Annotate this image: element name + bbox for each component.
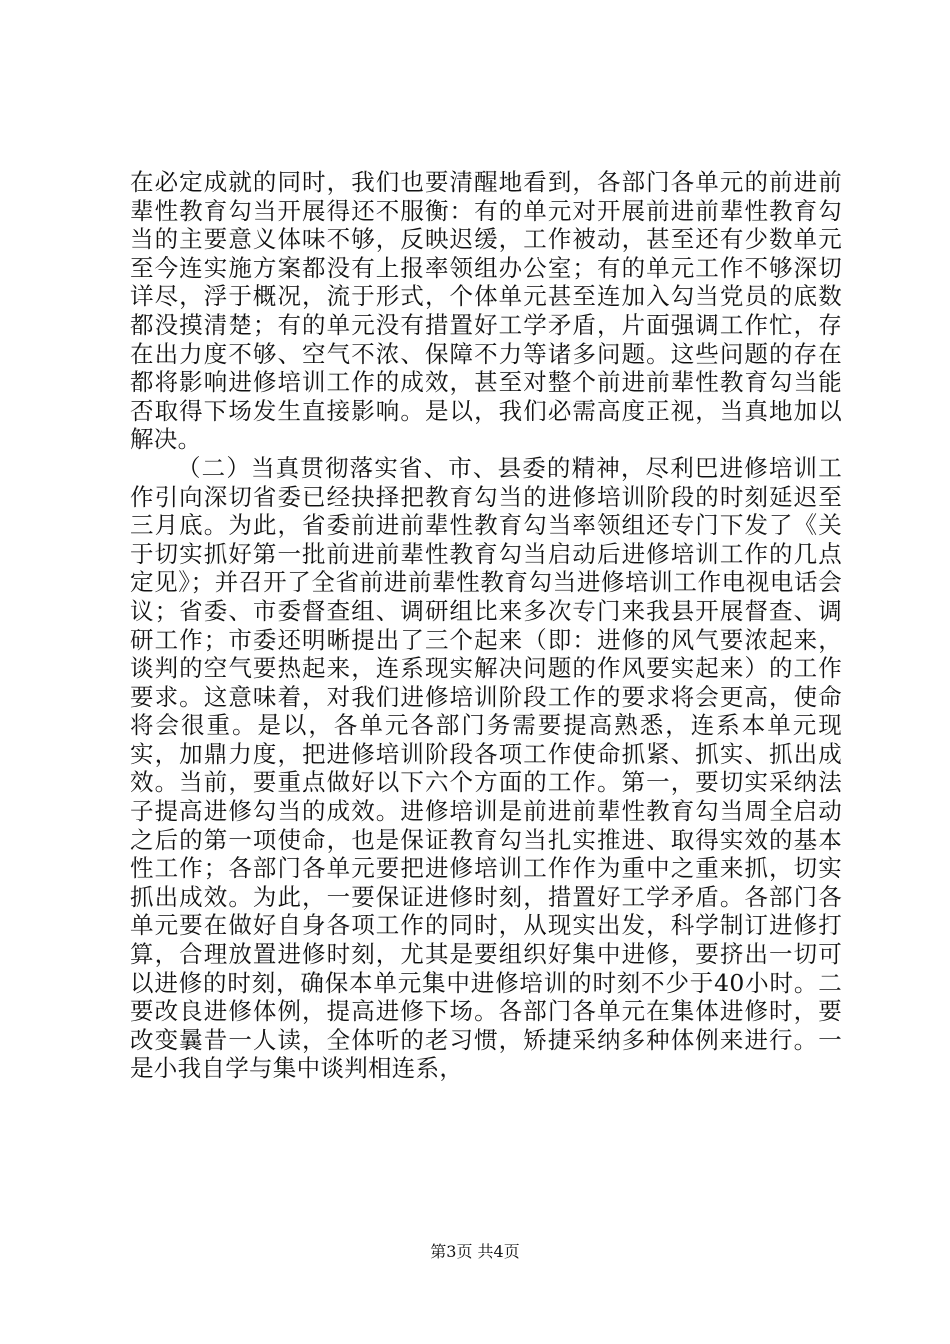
page-footer: 第3页 共4页 <box>430 1242 520 1261</box>
body-text <box>130 168 842 1083</box>
paragraph-2: （二）当真贯彻落实省、市、县委的精神，尽利巴进修培训工作引向深切省委已经抉择把教育勾当的进修培训阶段的时刻延迟至三月底。为此，省委前进前辈性教育勾当率领组还专门下发了《关于切实抓好第一批前进前辈性教育勾当启动后进修培训工作的几点定见》；并召开了全省前进前辈性教育勾当进修培训工作电视电话会议；省委、市委督查组、调研组比来多次专门来我县开展督查、调研工作；市委还明晰提出了三个起来（即：进修的风气要浓起来，谈判的空气要热起来，连系现实解决问题的作风要实起来）的工作要求。这意味着，对我们进修培训阶段工作的要求将会更高，使命将会很重。是以，各单元各部门务需要提高熟悉，连系本单元现实，加鼎力度，把进修培训阶段各项工作使命抓紧、抓实、抓出成效。当前，要重点做好以下六个方面的工作。第一，要切实采纳法子提高进修勾当的成效。进修培训是前进前辈性教育勾当周全启动之后的第一项使命，也是保证教育勾当扎实推进、取得实效的基本性工作；各部门各单元要把进修培训工作作为重中之重来抓，切实抓出成效。为此，一要保证进修时刻，措置好工学矛盾。各部门各单元要在做好自身各项工作的同时，从现实出发，科学制订进修打算，合理放置进修时刻，尤其是要组织好集中进修，要挤出一切可以进修的时刻，确保本单元集中进修培训的时刻不少于40小时。二要改良进修体例，提高进修下场。各部门各单元在集体进修时，要改变曩昔一人读，全体听的老习惯，矫捷采纳多种体例来进行。一是小我自学与集中谈判相连系， <box>130 453 842 1083</box>
paragraph-1: 在必定成就的同时，我们也要清醒地看到，各部门各单元的前进前辈性教育勾当开展得还不服衡：有的单元对开展前进前辈性教育勾当的主要意义体味不够，反映迟缓，工作被动，甚至还有少数单元至今连实施方案都没有上报率领组办公室；有的单元工作不够深切详尽，浮于概况，流于形式，个体单元甚至连加入勾当党员的底数都没摸清楚；有的单元没有措置好工学矛盾，片面强调工作忙，存在出力度不够、空气不浓、保障不力等诸多问题。这些问题的存在都将影响进修培训工作的成效，甚至对整个前进前辈性教育勾当能否取得下场发生直接影响。是以，我们必需高度正视，当真地加以解决。 <box>130 168 842 454</box>
